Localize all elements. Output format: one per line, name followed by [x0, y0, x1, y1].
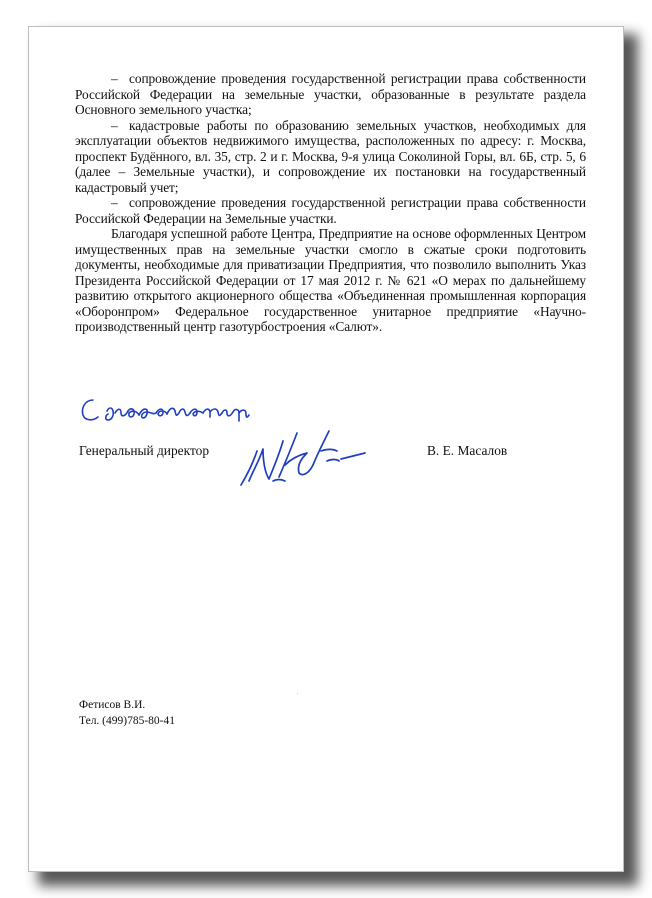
list-item [75, 118, 586, 196]
list-bullet: – [111, 117, 118, 133]
executor-block [79, 697, 175, 729]
list-item [75, 195, 586, 226]
paragraph [75, 226, 586, 335]
paragraph-text: сопровождение проведения государственной регистрации права собственности Российской Федерации на Земельные участки. [75, 195, 586, 226]
signer-position: Генеральный директор [79, 443, 210, 458]
paragraph-text: Благодаря успешной работе Центра, Предприятие на основе оформленных Центром имущественных прав на земельные участки смогло в сжатые сроки подготовить документы, необходимые для приватизации Предприятия, что позволило выполнить Указ Президента Российской Федерации от 17 мая 2012 г. № 621 «О мерах по дальнейшему развитию открытого акционерного общества «Объединенная промышленная корпорация «Оборонпром» Федеральное государственное унитарное предприятие «Научно-производственный центр газотурбостроения «Салют». [75, 226, 586, 334]
document-page [28, 26, 624, 872]
scan-speck [297, 693, 298, 694]
closing-handwriting [79, 391, 259, 425]
paragraph-text: сопровождение проведения государственной регистрации права собственности Российской Федерации на земельные участки, образованные в результате раздела Основного земельного участка; [75, 71, 586, 117]
signature [219, 421, 369, 493]
paragraph-text: кадастровые работы по образованию земельных участков, необходимых для эксплуатации объектов недвижимого имущества, расположенных по адресу: г. Москва, проспект Будённого, вл. 35, стр. 2 и г. Москва, 9-я улица Соколиной Горы, вл. 6Б, стр. 5, 6 (далее – Земельные участки), и сопровождение их постановки на государственный кадастровый учет; [75, 117, 586, 195]
document-body [75, 71, 586, 335]
list-bullet: – [111, 195, 118, 210]
list-bullet: – [111, 71, 118, 86]
signer-name: В. Е. Масалов [427, 443, 508, 458]
list-item [75, 71, 586, 118]
executor-phone: Тел. (499)785-80-41 [79, 715, 175, 727]
executor-name: Фетисов В.И. [79, 699, 146, 711]
